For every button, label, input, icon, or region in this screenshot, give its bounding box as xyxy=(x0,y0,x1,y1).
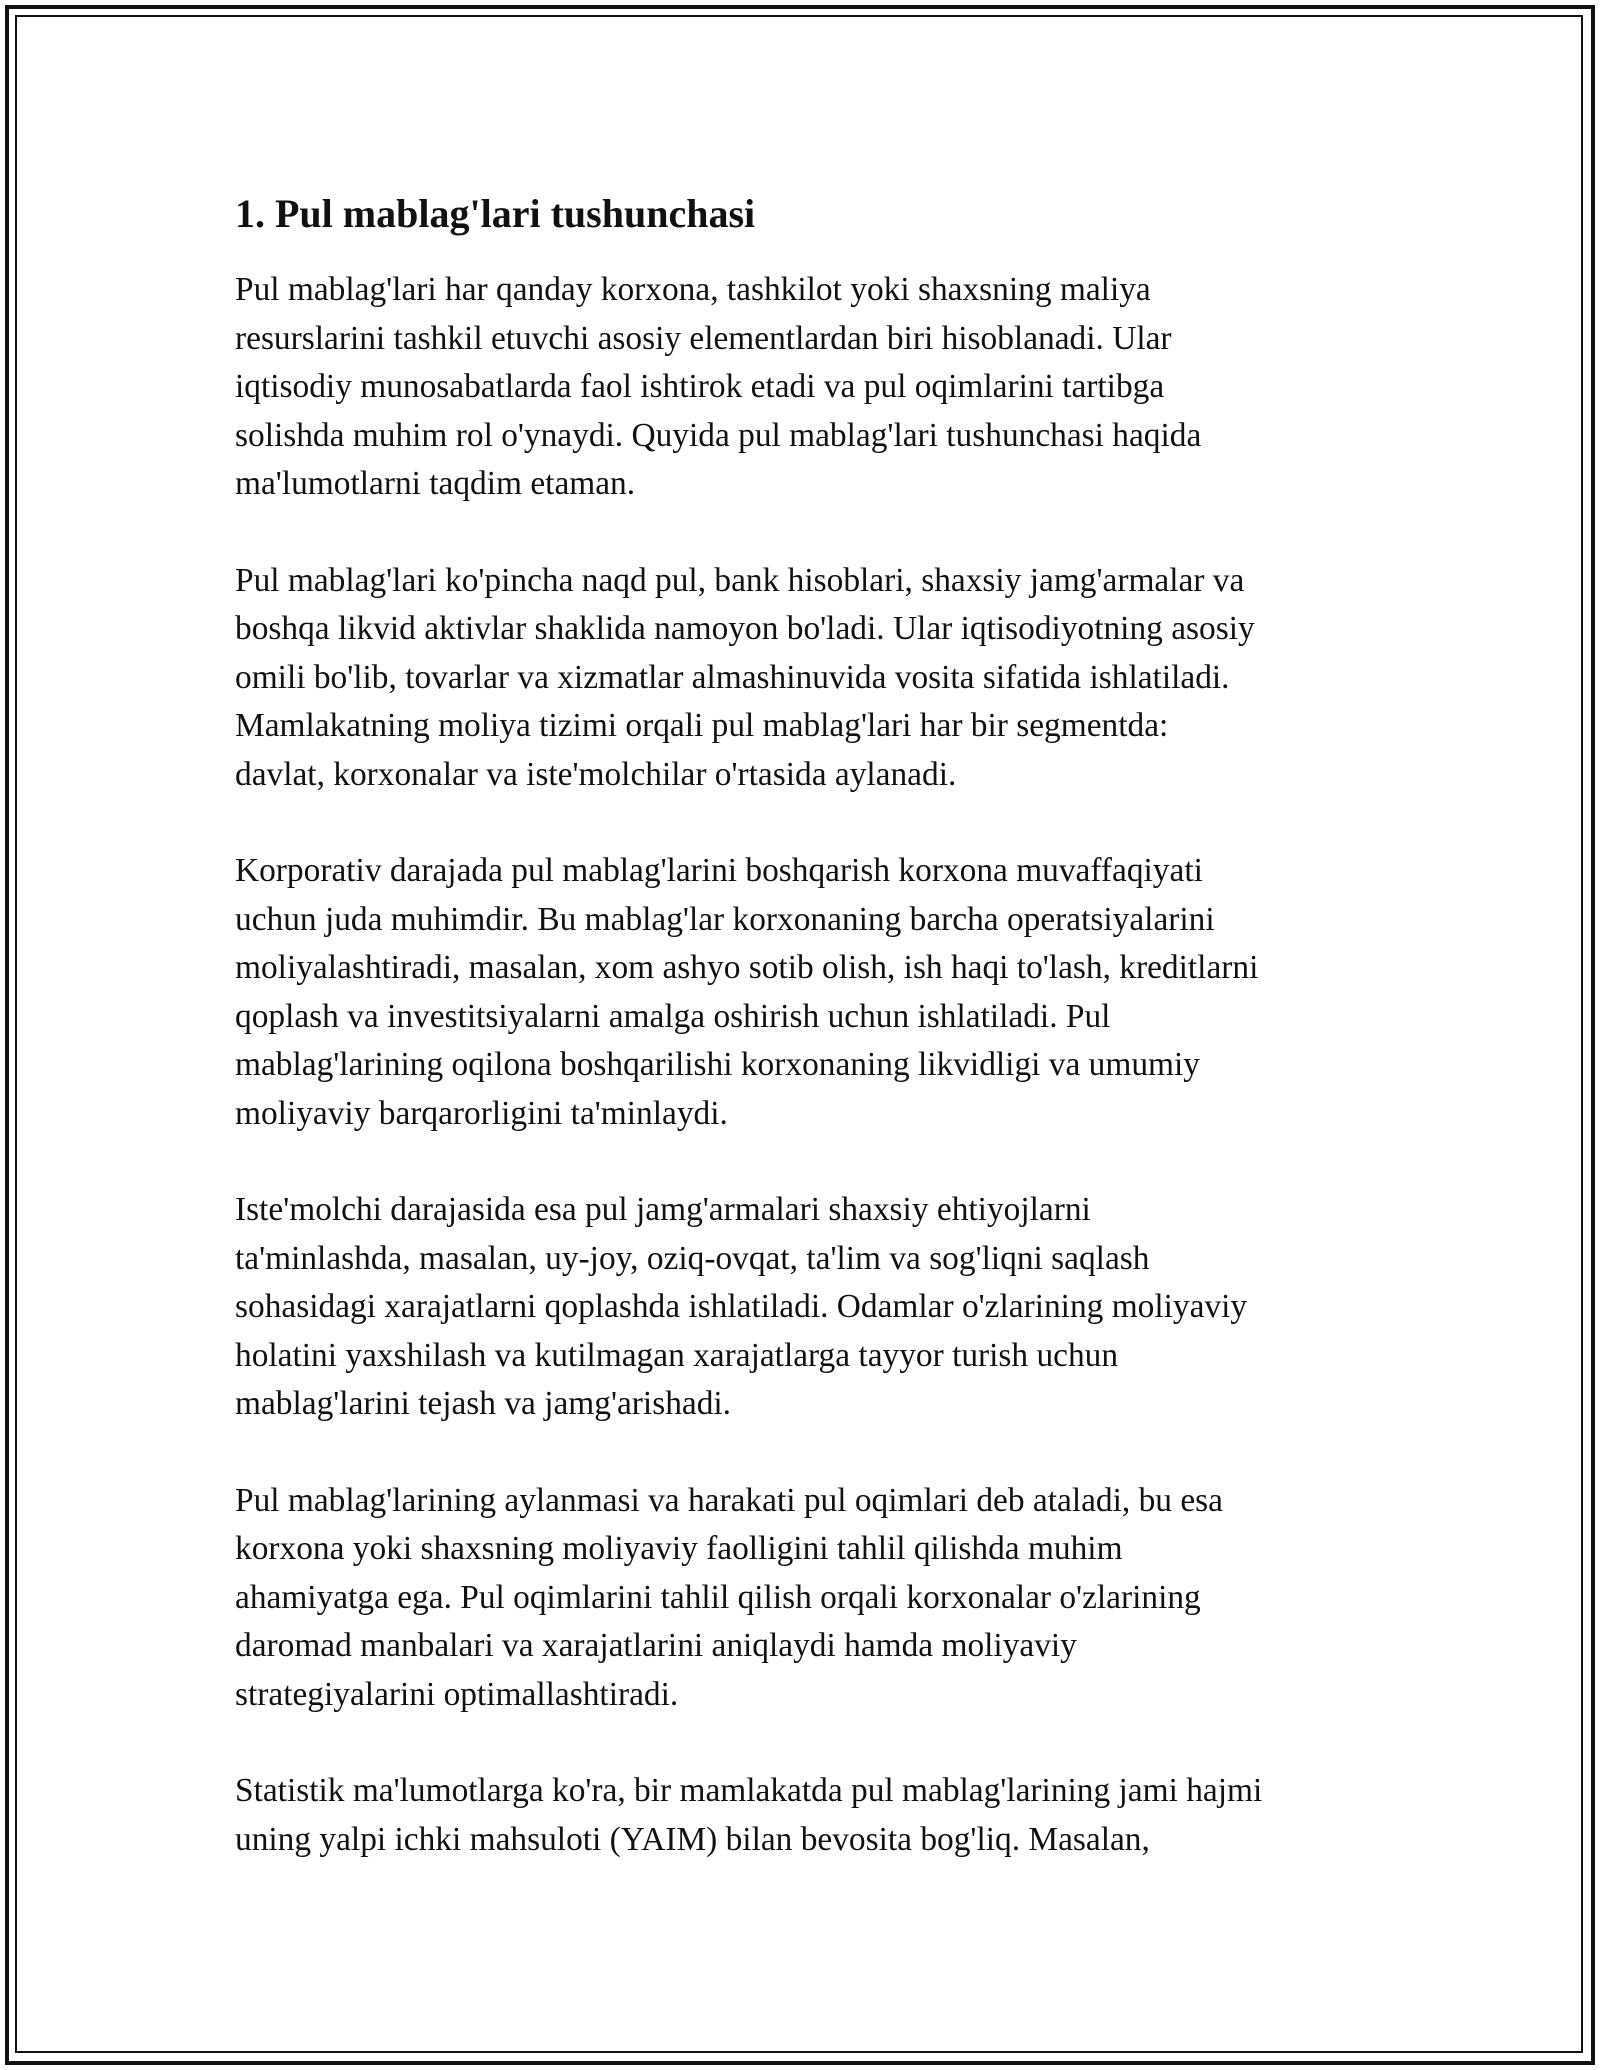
text-line: solishda muhim rol o'ynaydi. Quyida pul mablag'lari tushunchasi haqida xyxy=(235,416,1202,454)
text-line: Iste'molchi darajasida esa pul jamg'armalari shaxsiy ehtiyojlarni xyxy=(235,1191,1091,1228)
text-line: uning yalpi ichki mahsuloti (YAIM) bilan bevosita bog'liq. Masalan, xyxy=(235,1820,1150,1858)
section-heading: 1. Pul mablag'lari tushunchasi xyxy=(235,191,756,236)
text-line: Pul mablag'lari har qanday korxona, tashkilot yoki shaxsning maliya xyxy=(235,271,1151,308)
paragraph-3 xyxy=(235,847,1375,1138)
text-line: Pul mablag'lari ko'pincha naqd pul, bank hisoblari, shaxsiy jamg'armalar va xyxy=(235,561,1245,599)
text-line: boshqa likvid aktivlar shaklida namoyon bo'ladi. Ular iqtisodiyotning asosiy xyxy=(235,610,1255,647)
text-line: ahamiyatga ega. Pul oqimlarini tahlil qilish orqali korxonalar o'zlarining xyxy=(235,1578,1201,1616)
text-line: sohasidagi xarajatlarni qoplashda ishlatiladi. Odamlar o'zlarining moliyaviy xyxy=(235,1288,1248,1325)
text-line: mablag'larini tejash va jamg'arishadi. xyxy=(235,1385,732,1422)
text-line: Mamlakatning moliya tizimi orqali pul mablag'lari har bir segmentda: xyxy=(235,707,1169,744)
text-line: daromad manbalari va xarajatlarini aniqlaydi hamda moliyaviy xyxy=(235,1627,1077,1664)
document-body xyxy=(235,186,1375,1864)
text-line: Pul mablag'larining aylanmasi va harakati pul oqimlari deb ataladi, bu esa xyxy=(235,1481,1223,1519)
text-line: davlat, korxonalar va iste'molchilar o'rtasida aylanadi. xyxy=(235,755,957,793)
text-line: moliyaviy barqarorligini ta'minlaydi. xyxy=(235,1094,728,1132)
text-line: omili bo'lib, tovarlar va xizmatlar almashinuvida vosita sifatida ishlatiladi. xyxy=(235,658,1230,696)
text-line: korxona yoki shaxsning moliyaviy faolligini tahlil qilishda muhim xyxy=(235,1530,1123,1567)
text-line: holatini yaxshilash va kutilmagan xarajatlarga tayyor turish uchun xyxy=(235,1336,1119,1374)
text-line: uchun juda muhimdir. Bu mablag'lar korxonaning barcha operatsiyalarini xyxy=(235,900,1215,938)
text-line: Korporativ darajada pul mablag'larini boshqarish korxona muvaffaqiyati xyxy=(235,852,1203,889)
paragraph-5 xyxy=(235,1477,1375,1720)
paragraph-1 xyxy=(235,266,1375,509)
text-line: qoplash va investitsiyalarni amalga oshirish uchun ishlatiladi. Pul xyxy=(235,997,1111,1035)
paragraph-4 xyxy=(235,1186,1375,1429)
text-line: ma'lumotlarni taqdim etaman. xyxy=(235,465,636,502)
text-line: resurslarini tashkil etuvchi asosiy elementlardan biri hisoblanadi. Ular xyxy=(235,319,1172,357)
text-line: strategiyalarini optimallashtiradi. xyxy=(235,1675,679,1713)
paragraph-2 xyxy=(235,557,1375,800)
text-line: ta'minlashda, masalan, uy-joy, oziq-ovqat, ta'lim va sog'liqni saqlash xyxy=(235,1239,1150,1277)
text-line: moliyalashtiradi, masalan, xom ashyo sotib olish, ish haqi to'lash, kreditlarni xyxy=(235,949,1259,986)
text-line: iqtisodiy munosabatlarda faol ishtirok etadi va pul oqimlarini tartibga xyxy=(235,368,1165,405)
text-line: Statistik ma'lumotlarga ko'ra, bir mamlakatda pul mablag'larining jami hajmi xyxy=(235,1772,1263,1809)
paragraph-6 xyxy=(235,1767,1375,1864)
text-line: mablag'larining oqilona boshqarilishi korxonaning likvidligi va umumiy xyxy=(235,1046,1200,1083)
